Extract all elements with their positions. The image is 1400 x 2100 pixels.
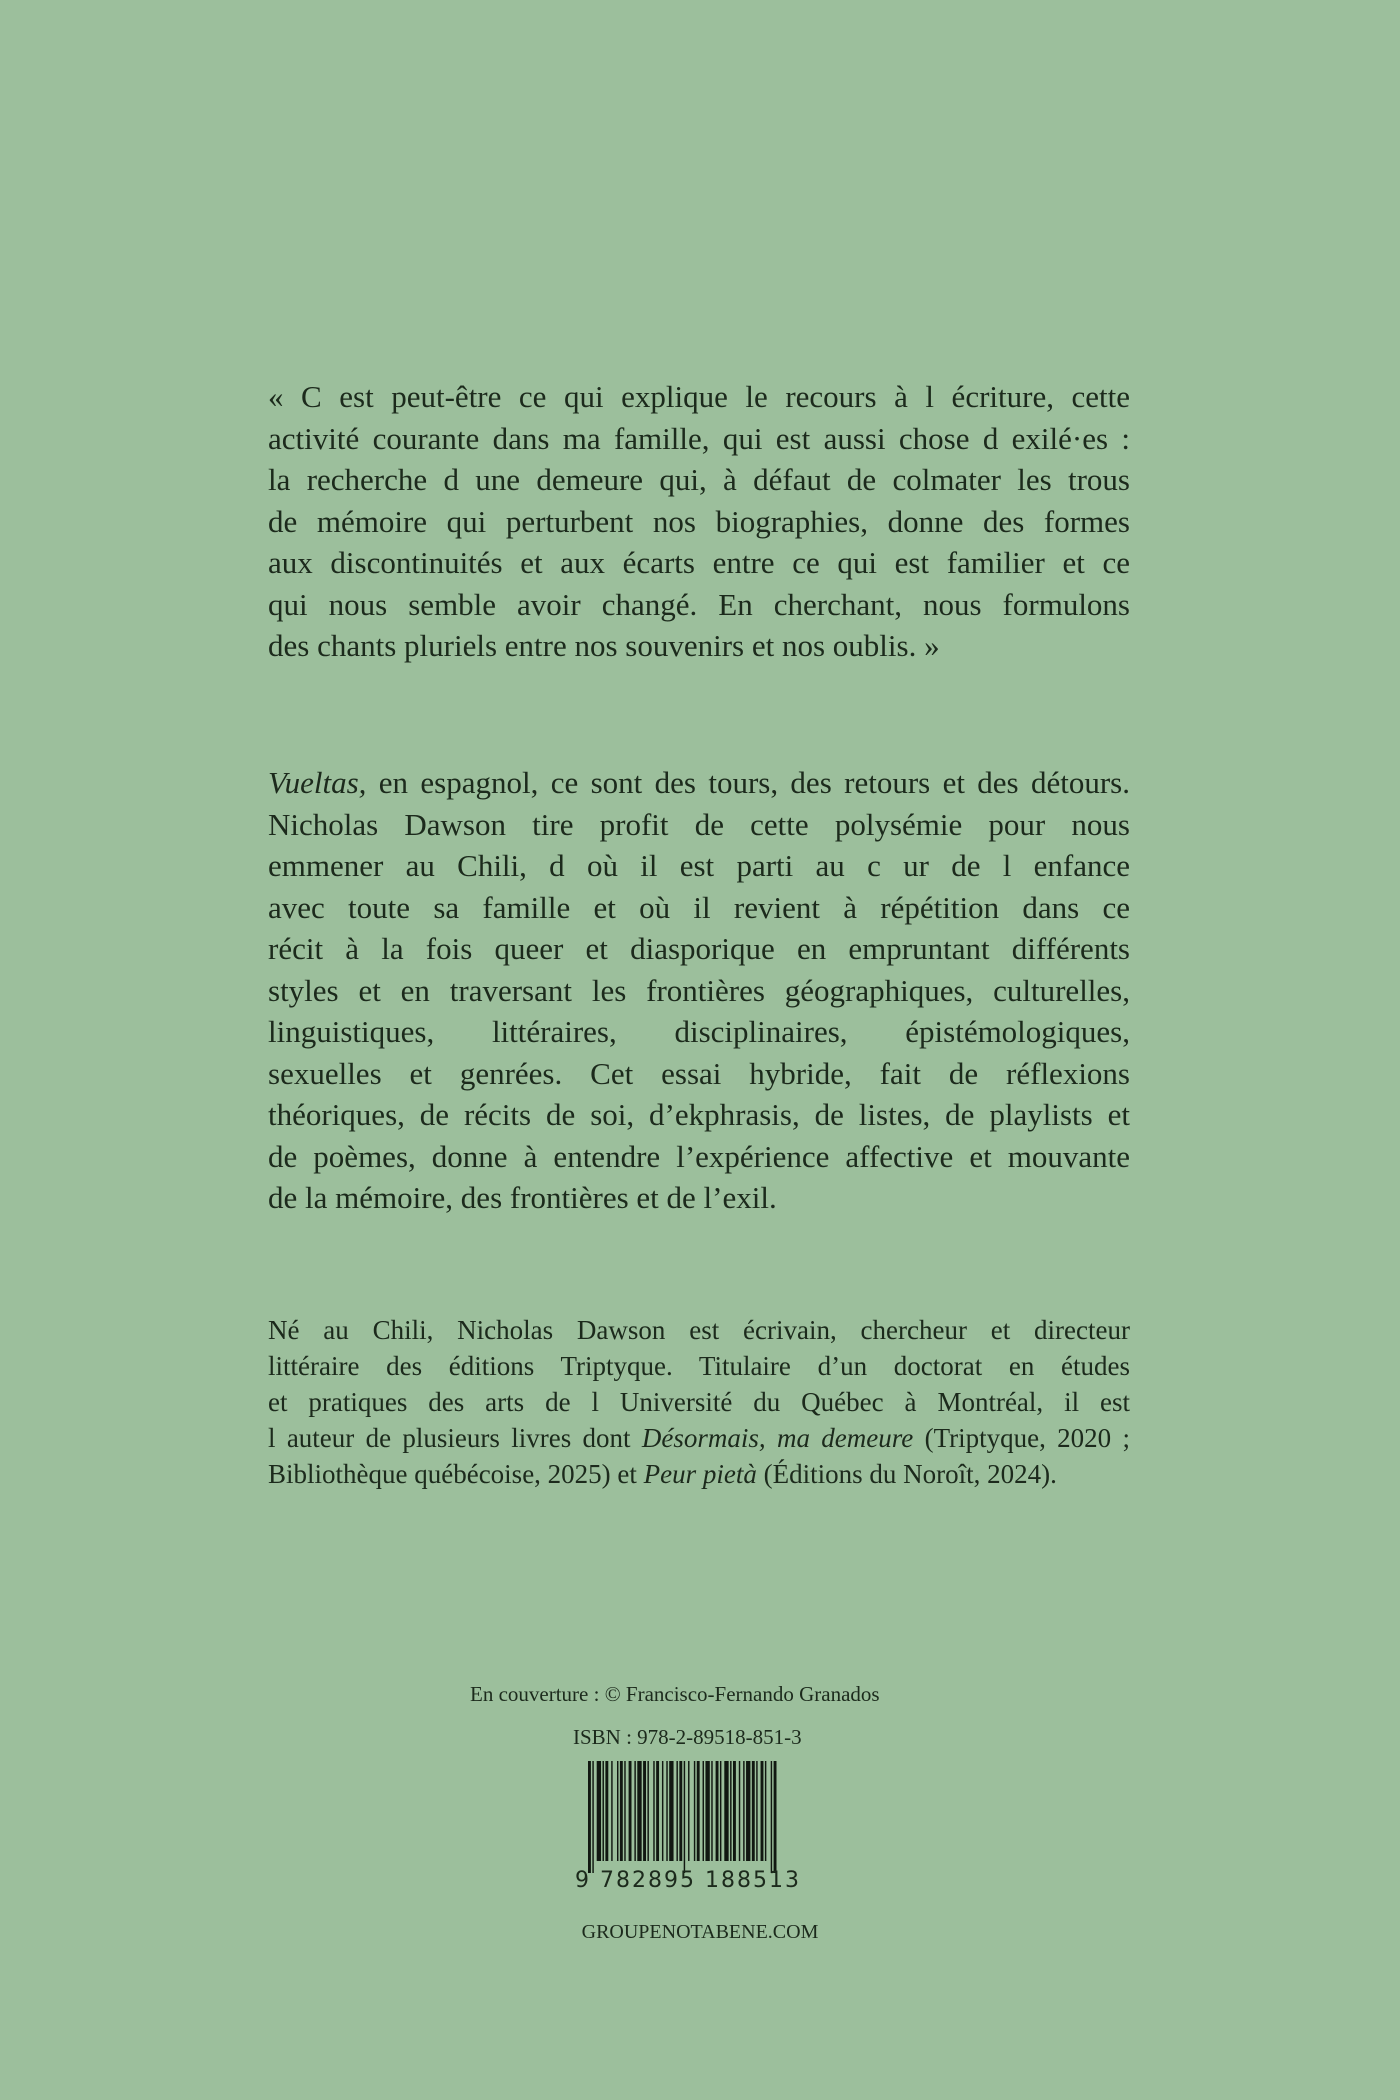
barcode-bar <box>597 1761 601 1861</box>
barcode-bar <box>588 1761 591 1873</box>
description-line: Nicholas Dawson tire profit de cette polysémie pour nous <box>268 806 1130 842</box>
description-line: récit à la fois queer et diasporique en empruntant différents <box>268 931 1130 966</box>
barcode-bar <box>711 1761 712 1861</box>
quote-line: de mémoire qui perturbent nos biographies, donne des formes <box>268 503 1130 539</box>
bio-line: Né au Chili, Nicholas Dawson est écrivain, chercheur et directeur <box>268 1315 1130 1345</box>
author-bio <box>268 1312 1130 1492</box>
isbn-label: ISBN : 978-2-89518-851-3 <box>573 1725 802 1749</box>
barcode-bar <box>634 1761 635 1861</box>
barcode-bar <box>605 1761 608 1861</box>
barcode-icon <box>588 1761 840 1873</box>
barcode-bar <box>756 1761 757 1861</box>
description-line: emmener au Chili, d où il est parti au c ur de l enfance <box>268 848 1130 883</box>
barcode-bar <box>746 1761 750 1861</box>
barcode-bar <box>743 1761 744 1861</box>
barcode-bar <box>620 1761 623 1861</box>
barcode-bar <box>662 1761 663 1861</box>
barcode-bar <box>679 1761 682 1861</box>
barcode-bar <box>666 1761 667 1861</box>
description-line: linguistiques, littéraires, disciplinaires, épistémologiques, <box>268 1014 1130 1049</box>
barcode-bar <box>774 1761 777 1873</box>
bio-line: Bibliothèque québécoise, 2025) et Peur pietà (Éditions du Noroît, 2024). <box>268 1459 1057 1489</box>
description-line: avec toute sa famille et où il revient à répétition dans ce <box>268 889 1130 925</box>
quote-line: qui nous semble avoir changé. En cherchant, nous formulons <box>268 586 1130 622</box>
barcode-bar <box>752 1761 755 1861</box>
barcode-bar <box>676 1761 677 1861</box>
barcode-bar <box>653 1761 654 1861</box>
quote-line: des chants pluriels entre nos souvenirs et nos oublis. » <box>268 628 940 663</box>
barcode-bar <box>647 1761 648 1861</box>
description-line: de la mémoire, des frontières et de l’exil. <box>268 1180 777 1215</box>
barcode-bar <box>694 1761 695 1861</box>
barcode-bar <box>724 1761 728 1861</box>
quote-line: « C est peut-être ce qui explique le recours à l écriture, cette <box>268 379 1130 414</box>
barcode-bar <box>761 1761 764 1861</box>
barcode-bar <box>637 1761 641 1861</box>
publisher-website[interactable]: GROUPENOTABENE.COM <box>581 1921 819 1943</box>
barcode-bar <box>720 1761 721 1861</box>
description-line: Vueltas, en espagnol, ce sont des tours, des retours et des détours. <box>268 765 1130 800</box>
barcode-bar <box>624 1761 625 1861</box>
bio-line: et pratiques des arts de l Université du Québec à Montréal, il est <box>268 1387 1130 1417</box>
barcode-bar <box>656 1761 659 1861</box>
description-line: sexuelles et genrées. Cet essai hybride, fait de réflexions <box>268 1055 1130 1091</box>
barcode-bar <box>592 1761 593 1873</box>
description-line: de poèmes, donne à entendre l’expérience affective et mouvante <box>268 1138 1130 1174</box>
barcode-digits: 9 782895 188513 <box>575 1868 801 1893</box>
quote-block <box>268 376 1130 667</box>
quote-line: aux discontinuités et aux écarts entre ce qui est familier et ce <box>268 545 1130 580</box>
quote-line: activité courante dans ma famille, qui est aussi chose d exilé·es : <box>268 420 1130 456</box>
barcode-bar <box>629 1761 632 1861</box>
barcode-bar <box>684 1761 685 1873</box>
barcode-bar <box>703 1761 704 1861</box>
barcode-bar <box>617 1761 618 1861</box>
barcode-bar <box>611 1761 612 1861</box>
barcode-bar <box>733 1761 736 1861</box>
description-line: styles et en traversant les frontières géographiques, culturelles, <box>268 972 1130 1008</box>
barcode-bar <box>669 1761 673 1861</box>
cover-credit: En couverture : © Francisco-Fernando Granados <box>470 1682 880 1706</box>
description-block <box>268 762 1130 1219</box>
barcode-bar <box>765 1761 766 1861</box>
barcode-bar <box>697 1761 700 1861</box>
barcode-bar <box>771 1761 772 1873</box>
barcode-bar <box>688 1761 689 1861</box>
book-title: Peur pietà <box>643 1459 757 1489</box>
bio-line: l auteur de plusieurs livres dont Désormais, ma demeure (Triptyque, 2020 ; <box>268 1423 1130 1453</box>
book-title: Vueltas, <box>268 765 367 800</box>
barcode-bar <box>643 1761 646 1861</box>
book-title: Désormais, ma demeure <box>641 1423 914 1453</box>
barcode-bar <box>730 1761 731 1861</box>
bio-line: littéraire des éditions Triptyque. Titulaire d’un doctorat en études <box>268 1351 1130 1381</box>
barcode-bar <box>739 1761 740 1861</box>
description-line: théoriques, de récits de soi, d’ekphrasis, de listes, de playlists et <box>268 1097 1130 1132</box>
barcode-bar <box>716 1761 719 1861</box>
barcode-bar <box>603 1761 604 1861</box>
quote-line: la recherche d une demeure qui, à défaut de colmater les trous <box>268 462 1130 497</box>
barcode-bar <box>705 1761 709 1861</box>
